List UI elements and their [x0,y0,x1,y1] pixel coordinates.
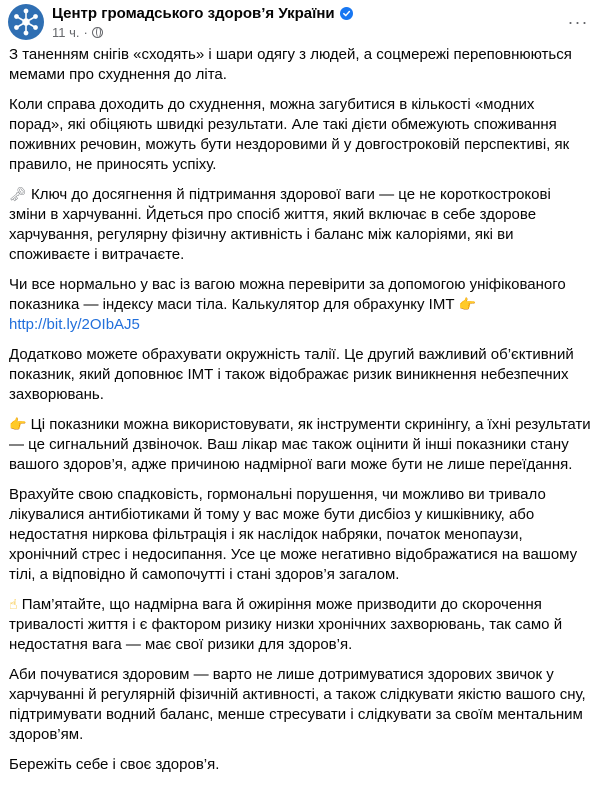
paragraph-text: Врахуйте свою спадковість, гормональні порушення, чи можливо ви тривало лікувалися антибіотиками й тому у вас може бути дисбіоз у кишківнику, або недостатня ниркова фільтрація і як наслідок набряки, початок менопаузи, хронічний стрес і недосипання. Усе це може негативно відображатися на вашому тілі, а відповідно й самопочутті і стані здоров’я загалом. [9,486,578,583]
paragraph-text: Додатково можете обрахувати окружність талії. Це другий важливий об’єктивний показник, який доповнює ІМТ і також відображає ризик виникнення небезпечних захворювань. [9,346,574,403]
post-paragraph [9,45,591,85]
paragraph-text: Чи все нормально у вас із вагою можна перевірити за допомогою уніфікованого показника — індексу маси тіла. Калькулятор для обрахунку ІМТ [9,276,566,313]
post-paragraph [9,415,591,475]
post-paragraph [9,185,591,265]
pointing-hand-icon: 👉 [458,297,477,313]
post-paragraph [9,275,591,335]
post-paragraph [9,95,591,175]
globe-icon[interactable] [92,27,103,38]
paragraph-text: Ключ до досягнення й підтримання здорової ваги — це не короткострокові зміни в харчуванні. Йдеться про спосіб життя, який включає в себе здорове харчування, регулярну фізичну активність і баланс між калоріями, які ви споживаєте і витрачаєте. [9,186,551,263]
post-paragraph [9,595,591,655]
snowflake-logo-icon [11,7,41,37]
page-avatar[interactable] [8,4,44,40]
more-options-button[interactable] [564,8,592,36]
index-pointing-up-icon: ☝ [9,597,18,613]
post-paragraph [9,755,591,775]
post-paragraph [9,345,591,405]
post-header [0,0,602,44]
paragraph-text: Коли справа доходить до схуднення, можна загубитися в кількості «модних порад», які обіцяють швидкі результати. Але такі дієти обмежують споживання поживних речовин, можуть бути нездоровими й у довгостроковій перспективі, як правило, не приносять успіху. [9,96,570,173]
post-timestamp[interactable]: 11 ч. [52,25,80,40]
more-options-icon: ··· [567,11,589,32]
page-name-row [52,5,353,22]
key-icon: 🗝 [9,187,27,203]
verified-badge-icon [340,7,353,20]
post-body [9,45,591,785]
paragraph-text: Ці показники можна використовувати, як інструменти скринінгу, а їхні результати — це сигнальний дзвіночок. Ваш лікар має також оцінити й інші показники стану вашого здоров’я, адже причиною надмірної ваги може бути не лише переїдання. [9,416,591,473]
bmi-calculator-link[interactable]: http://bit.ly/2OIbAJ5 [9,316,140,333]
paragraph-text: Аби почуватися здоровим — варто не лише дотримуватися здорових звичок у харчуванні й регулярній фізичній активності, а також слідкувати якістю вашого сну, підтримувати водний баланс, менше стресувати і слідкувати за своїм ментальним здоров’ям. [9,666,586,743]
pointing-hand-icon: 👉 [9,417,27,433]
post-paragraph [9,665,591,745]
post-meta [52,25,103,40]
paragraph-text: З таненням снігів «сходять» і шари одягу з людей, а соцмережі переповнюються мемами про схуднення до літа. [9,46,572,83]
paragraph-text: Бережіть себе і своє здоров’я. [9,756,220,773]
meta-separator: · [83,25,88,40]
page-name-link[interactable]: Центр громадського здоров’я України [52,5,335,22]
post-paragraph [9,485,591,585]
paragraph-text: Пам’ятайте, що надмірна вага й ожиріння може призводити до скорочення тривалості життя і є фактором ризику низки хронічних захворювань, так само й недостатня вага — має свої ризики для здоров’я. [9,596,563,653]
